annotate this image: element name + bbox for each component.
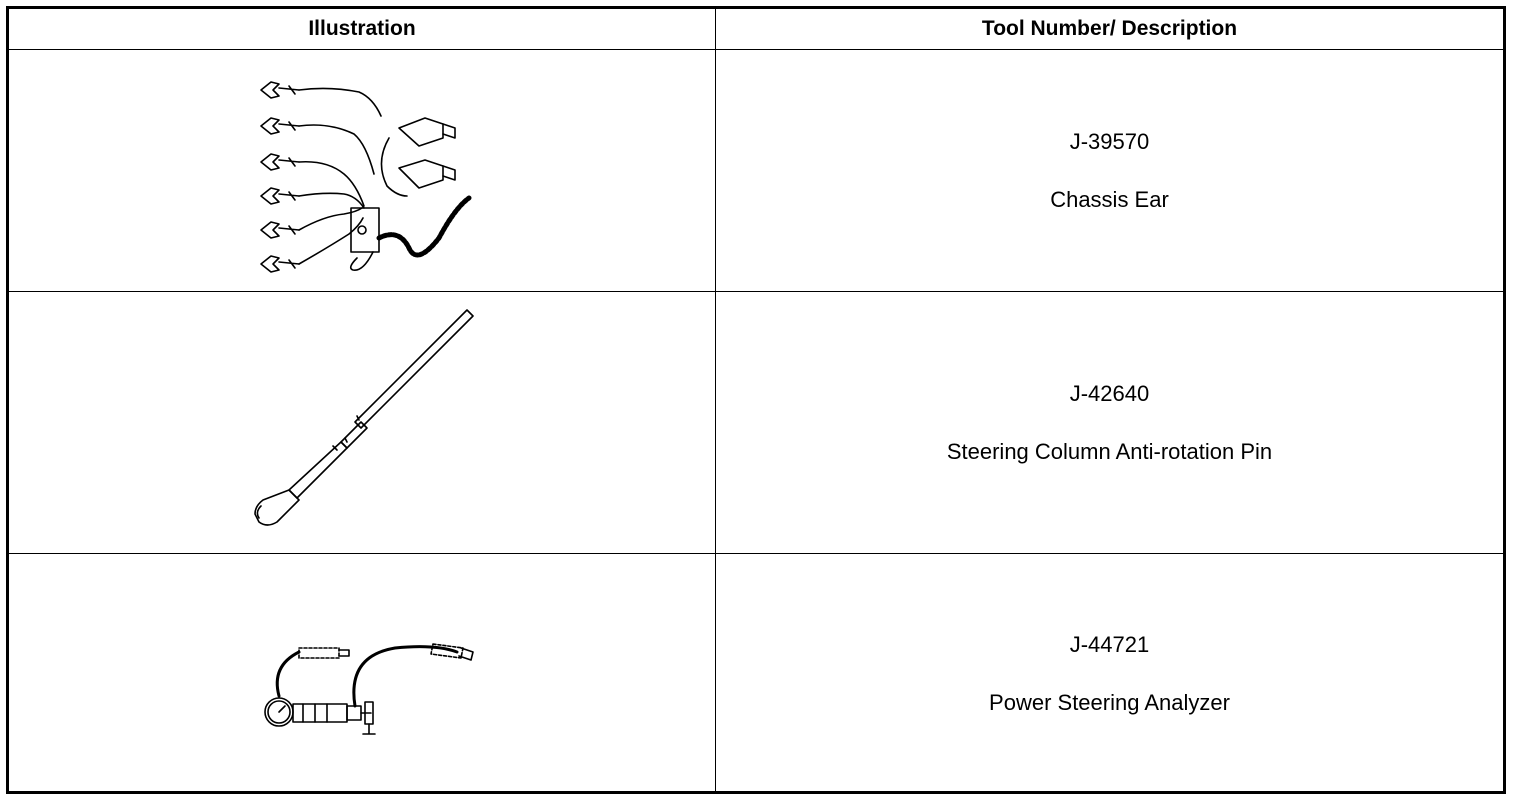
description-cell (716, 50, 1503, 291)
table-row (9, 554, 1503, 794)
power-steering-analyzer-icon (255, 636, 485, 746)
table-row (9, 292, 1503, 554)
anti-rotation-pin-icon (241, 302, 481, 538)
description-cell (716, 292, 1503, 553)
table-row (9, 50, 1503, 292)
tool-description: Chassis Ear (1050, 186, 1169, 212)
tool-description: Steering Column Anti-rotation Pin (946, 438, 1273, 464)
tool-table (6, 6, 1506, 794)
header-illustration: Illustration (308, 17, 416, 40)
chassis-ear-icon (249, 68, 479, 278)
description-cell (716, 554, 1503, 794)
tool-description: Power Steering Analyzer (989, 690, 1230, 715)
tool-number: J-44721 (1069, 632, 1150, 657)
illustration-cell (9, 554, 715, 794)
illustration-cell (9, 50, 715, 291)
tool-number: J-42640 (1069, 380, 1150, 406)
table-header-row (9, 9, 1503, 50)
header-tool-number-description: Tool Number/ Description (981, 17, 1238, 40)
illustration-cell (9, 292, 715, 553)
tool-number: J-39570 (1069, 128, 1150, 154)
